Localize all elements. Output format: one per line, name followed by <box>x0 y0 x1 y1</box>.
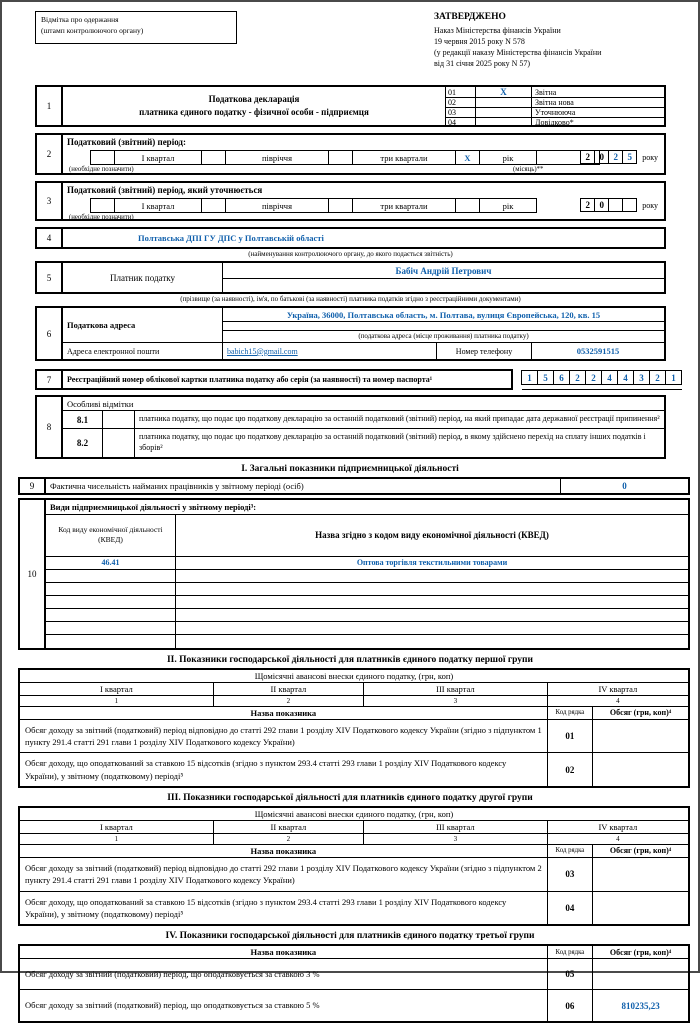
advance-payments-header: Щомісячні авансові внески єдиного податку, (грн, коп) <box>20 808 688 821</box>
type-mark-checkbox[interactable] <box>476 98 532 107</box>
quarter-number: 4 <box>616 696 620 705</box>
kved-name-value[interactable]: Оптова торгівля текстильними товарами <box>356 557 508 567</box>
year-label: рік <box>479 150 537 165</box>
digit-cell[interactable]: 2 <box>569 370 586 385</box>
report-year <box>581 150 658 164</box>
indicator-name-header: Назва показника <box>20 845 548 857</box>
digit-cell[interactable]: 2 <box>649 370 666 385</box>
quarter-header: IV квартал <box>598 821 638 832</box>
row-code: 06 <box>548 990 593 1021</box>
tax-address-caption: (податкова адреса (місце проживання) платника податку) <box>358 332 529 341</box>
row6-number: 6 <box>37 308 63 359</box>
digit-cell[interactable]: 6 <box>553 370 570 385</box>
row-code-header: Код рядка <box>548 707 593 719</box>
digit-cell[interactable]: 3 <box>633 370 650 385</box>
corrected-period-label: Податковий (звітний) період, який уточнюється <box>67 185 263 196</box>
year-checkbox[interactable]: X <box>455 150 480 165</box>
year-checkbox[interactable] <box>455 198 480 213</box>
row7-registration-number <box>35 369 698 390</box>
section2-title: ІІ. Показники господарської діяльності для платників єдиного податку першої групи <box>166 654 533 665</box>
quarter-header: ІІ квартал <box>214 821 364 833</box>
row-code: 05 <box>548 959 593 989</box>
quarter1-checkbox[interactable] <box>90 150 115 165</box>
special-mark-8-2 <box>63 429 664 457</box>
year-digit-cell[interactable]: 0 <box>594 198 609 212</box>
row9-employees-count <box>18 477 690 495</box>
type-row-dovidkovo <box>446 118 664 127</box>
year-digit-cell[interactable] <box>608 198 623 212</box>
indicator-name: Обсяг доходу за звітний (податковий) період відповідно до статті 292 глави 1 розділу XIV Податкового кодексу України (згідно з підпунктом 1 пункту 291.4 статті 291 глави 1 розділу XIV Податкового кодексу України) <box>20 720 548 753</box>
amount-header: Обсяг (грн, коп)⁴ <box>609 708 672 718</box>
digit-cell[interactable]: 1 <box>665 370 682 385</box>
type-code: 04 <box>446 118 476 127</box>
type-label: Звітна нова <box>535 98 574 108</box>
phone-label: Номер телефону <box>436 343 532 359</box>
corrected-period-options <box>91 198 664 213</box>
taxpayer-name-value[interactable]: Бабіч Андрій Петрович <box>223 263 664 279</box>
quarter-header: І квартал <box>20 821 214 833</box>
row7-number: 7 <box>37 371 63 388</box>
indicator-name: Обсяг доходу, що оподаткований за ставкою 15 відсотків (згідно з пунктом 293.4 статті 293 глави 1 розділу XIV Податкового кодексу України), у звітному (податковому) періоді⁵ <box>20 892 548 925</box>
digit-cell[interactable]: 1 <box>521 370 538 385</box>
year-digit-cell[interactable]: 2 <box>580 198 595 212</box>
section4-title: IV. Показники господарської діяльності для платників єдиного податку третьої групи <box>165 931 535 942</box>
kved-table <box>46 515 688 648</box>
type-code: 01 <box>446 87 476 97</box>
indicator-name: Обсяг доходу за звітний (податковий) період, що оподатковується за ставкою 5 % <box>20 990 548 1021</box>
declaration-title <box>63 87 446 125</box>
activity-types-label: Види підприємницької діяльності у звітному періоді³: <box>46 500 688 515</box>
tax-address-value[interactable]: Україна, 36000, Полтавська область, м. Полтава, вулиця Європейська, 120, кв. 15 <box>223 308 664 322</box>
employees-count-label: Фактична чисельність найманих працівників у звітному періоді (осіб) <box>50 480 304 491</box>
kved-code-cell[interactable] <box>46 609 176 621</box>
row4-number: 4 <box>37 229 63 247</box>
kved-empty-row <box>46 596 688 609</box>
row2-number: 2 <box>37 135 63 173</box>
type-row-zvitna <box>446 87 664 98</box>
quarters-header-row <box>20 683 688 696</box>
row3-corrected-period <box>35 181 666 221</box>
quarter-number: 2 <box>214 834 364 844</box>
special-mark-8-1 <box>63 411 664 429</box>
taxpayer-caption: (прізвище (за наявності), ім'я, по батькові (за наявності) платника податків згідно з реєстраційними документами) <box>180 295 521 304</box>
mark-code: 8.2 <box>63 429 103 457</box>
quarters-header-row <box>20 821 688 834</box>
type-mark-checkbox[interactable]: X <box>476 87 532 97</box>
mark-checkbox[interactable] <box>103 411 135 428</box>
year-digit-cell[interactable]: 5 <box>622 150 637 164</box>
amount-cell[interactable] <box>593 858 688 891</box>
kved-code-cell[interactable] <box>46 635 176 648</box>
tax-address-label: Податкова адреса <box>63 308 223 342</box>
controlling-authority-value[interactable]: Полтавська ДПІ ГУ ДПС у Полтавській області <box>138 233 324 244</box>
row-code: 02 <box>548 753 593 786</box>
type-label: Уточнююча <box>535 108 576 118</box>
section3-table <box>18 806 690 926</box>
kved-code-value[interactable]: 46.41 <box>46 557 176 569</box>
row8-special-marks <box>35 395 666 458</box>
kved-code-cell[interactable] <box>46 596 176 608</box>
corrected-year <box>581 198 658 212</box>
quarters-number-row <box>20 834 688 845</box>
kved-name-cell[interactable] <box>176 596 688 608</box>
quarter-number: 1 <box>20 834 214 844</box>
indicator-row-05 <box>20 959 688 990</box>
section4-table <box>18 944 690 1023</box>
stamp-line1: Відмітка про одержання <box>41 15 119 24</box>
kved-name-cell[interactable] <box>176 622 688 634</box>
row6-tax-address <box>35 306 666 361</box>
quarter-header: ІІІ квартал <box>364 683 548 695</box>
amount-cell[interactable]: 810235,23 <box>621 1000 660 1011</box>
row-code: 03 <box>548 858 593 891</box>
indicator-header-row <box>20 946 688 959</box>
mark-code: 8.1 <box>63 411 103 428</box>
receipt-stamp-box <box>35 11 237 44</box>
quarter-number: 2 <box>214 696 364 706</box>
row8-number: 8 <box>37 397 63 456</box>
kved-name-cell[interactable] <box>176 609 688 621</box>
halfyear-label: півріччя <box>225 150 329 165</box>
digit-cell[interactable]: 4 <box>617 370 634 385</box>
authority-caption: (найменування контролюючого органу, до якого подається звітність) <box>248 250 453 259</box>
approved-line1: Наказ Міністерства фінансів України <box>434 26 561 36</box>
indicator-row-03 <box>20 858 688 892</box>
kved-code-cell[interactable] <box>46 583 176 595</box>
mark-text: платника податку, що подає цю податкову декларацію за останній податковий (звітний) період, на який припадає дата державної реєстрації припинення² <box>139 414 660 424</box>
digits-underline <box>522 389 682 390</box>
kved-code-cell[interactable] <box>46 622 176 634</box>
corrected-period-notes <box>63 213 664 224</box>
approved-line2: 19 червня 2015 року N 578 <box>434 37 525 47</box>
indicator-row-06 <box>20 990 688 1021</box>
row-code: 01 <box>548 720 593 753</box>
approved-block <box>434 11 670 69</box>
type-code: 02 <box>446 98 476 107</box>
row10-activity-types <box>18 498 690 650</box>
advance-payments-header: Щомісячні авансові внески єдиного податку, (грн, коп) <box>20 670 688 683</box>
amount-header: Обсяг (грн, коп)⁴ <box>609 947 672 957</box>
kved-empty-row <box>46 570 688 583</box>
row5-taxpayer <box>35 261 666 294</box>
section2-table <box>18 668 690 788</box>
tax-address-line2[interactable] <box>223 322 664 331</box>
type-row-utochniuiucha <box>446 108 664 118</box>
indicator-name: Обсяг доходу, що оподаткований за ставкою 15 відсотків (згідно з пунктом 293.4 статті 293 глави 1 розділу XIV Податкового кодексу України), у звітному (податковому) періоді⁵ <box>20 753 548 786</box>
mark-required-note: (необхідне позначити) <box>69 166 134 174</box>
kved-empty-row <box>46 583 688 596</box>
quarter-header: І квартал <box>20 683 214 695</box>
kved-empty-row <box>46 635 688 648</box>
row-code-header: Код рядка <box>548 946 593 958</box>
quarter-header: IV квартал <box>598 683 638 694</box>
indicator-header-row <box>20 845 688 858</box>
month-note: (місяць)** <box>513 166 544 174</box>
amount-header: Обсяг (грн, коп)⁴ <box>609 846 672 856</box>
top-bar <box>35 11 670 69</box>
indicator-row-02 <box>20 753 688 786</box>
quarter-number: 1 <box>20 696 214 706</box>
kved-code-header: Код виду економічної діяльності (КВЕД) <box>46 515 176 556</box>
year-digit-cell[interactable] <box>622 198 637 212</box>
digit-cell[interactable]: 5 <box>537 370 554 385</box>
taxpayer-label: Платник податку <box>63 263 223 292</box>
kved-row <box>46 557 688 570</box>
three-quarters-checkbox[interactable] <box>328 150 353 165</box>
kved-name-cell[interactable] <box>176 570 688 582</box>
stamp-line2: (штамп контролюючого органу) <box>41 25 144 35</box>
digit-cell[interactable]: 2 <box>585 370 602 385</box>
year-suffix: року <box>642 200 658 210</box>
amount-cell[interactable] <box>593 753 688 786</box>
year-digit-cell[interactable]: 2 <box>580 150 595 164</box>
row1-declaration-title <box>35 85 666 127</box>
indicator-row-04 <box>20 892 688 925</box>
mark-required-note: (необхідне позначити) <box>69 214 134 222</box>
row4-controlling-authority <box>35 227 666 249</box>
kved-name-cell[interactable] <box>176 583 688 595</box>
quarter1-label: І квартал <box>114 198 202 213</box>
section1-title: І. Загальні показники підприємницької діяльності <box>241 463 459 474</box>
mark-text: платника податку, що подає цю податкову декларацію за останній податковий (звітний) період, в якому здійснено перехід на сплату інших податків і зборів² <box>139 432 646 452</box>
type-row-zvitna-nova <box>446 98 664 108</box>
email-value[interactable]: babich15@gmail.com <box>227 346 298 356</box>
phone-value[interactable]: 0532591515 <box>576 346 620 357</box>
quarter1-checkbox[interactable] <box>90 198 115 213</box>
section3-title: ІІІ. Показники господарської діяльності для платників єдиного податку другої групи <box>167 792 533 803</box>
year-suffix: року <box>642 152 658 162</box>
indicator-name: Обсяг доходу за звітний (податковий) період відповідно до статті 292 глави 1 розділу XIV Податкового кодексу України (згідно з підпунктом 2 пункту 291.4 статті 291 глави 1 розділу XIV Податкового кодексу України) <box>20 858 548 891</box>
special-marks-label: Особливі відмітки <box>63 397 664 411</box>
quarter-number: 3 <box>364 834 548 844</box>
row9-number: 9 <box>20 479 46 493</box>
halfyear-checkbox[interactable] <box>201 150 226 165</box>
type-code: 03 <box>446 108 476 117</box>
employees-count-value[interactable]: 0 <box>560 479 688 493</box>
quarter1-label: І квартал <box>114 150 202 165</box>
three-quarters-label: три квартали <box>352 198 456 213</box>
taxpayer-name-line2[interactable] <box>223 279 664 292</box>
row3-number: 3 <box>37 183 63 219</box>
quarter-number: 4 <box>616 834 620 843</box>
registration-number-label: Реєстраційний номер облікової картки платника податку або серія (за наявності) та номер паспорта¹ <box>67 374 433 384</box>
row5-number: 5 <box>37 263 63 292</box>
kved-empty-row <box>46 622 688 635</box>
email-label: Адреса електронної пошти <box>63 343 223 359</box>
quarter-header: ІІ квартал <box>214 683 364 695</box>
kved-name-header: Назва згідно з кодом виду економічної діяльності (КВЕД) <box>315 530 549 541</box>
declaration-type-table <box>446 87 664 128</box>
amount-cell[interactable] <box>593 720 688 753</box>
indicator-name-header: Назва показника <box>20 946 548 958</box>
approved-line4: від 31 січня 2025 року N 57) <box>434 59 531 69</box>
indicator-row-01 <box>20 720 688 754</box>
type-mark-checkbox[interactable] <box>476 108 532 117</box>
approved-title: ЗАТВЕРДЖЕНО <box>434 12 506 22</box>
row1-number: 1 <box>37 87 63 125</box>
quarters-number-row <box>20 696 688 707</box>
type-label: Звітна <box>535 87 557 97</box>
indicator-name-header: Назва показника <box>20 707 548 719</box>
row2-reporting-period <box>35 133 666 175</box>
row-code: 04 <box>548 892 593 925</box>
indicator-name: Обсяг доходу за звітний (податковий) період, що оподатковується за ставкою 3 % <box>20 959 548 989</box>
quarter-number: 3 <box>364 696 548 706</box>
registration-number-digits <box>522 369 682 390</box>
three-quarters-label: три квартали <box>352 150 456 165</box>
approved-line3: (у редакції наказу Міністерства фінансів України <box>434 48 602 58</box>
indicator-header-row <box>20 707 688 720</box>
halfyear-checkbox[interactable] <box>201 198 226 213</box>
type-label: Довідково* <box>535 118 574 128</box>
type-mark-checkbox[interactable] <box>476 118 532 127</box>
halfyear-label: півріччя <box>225 198 329 213</box>
digit-cell[interactable]: 4 <box>601 370 618 385</box>
row-code-header: Код рядка <box>548 845 593 857</box>
kved-empty-row <box>46 609 688 622</box>
year-label: рік <box>479 198 537 213</box>
mark-checkbox[interactable] <box>103 429 135 457</box>
period-notes <box>63 165 664 176</box>
three-quarters-checkbox[interactable] <box>328 198 353 213</box>
year-digit-cell[interactable]: 0 <box>594 150 609 164</box>
period-options <box>91 150 664 165</box>
reporting-period-label: Податковий (звітний) період: <box>67 137 186 148</box>
kved-name-cell[interactable] <box>176 635 688 648</box>
year-digit-cell[interactable]: 2 <box>608 150 623 164</box>
declaration-title-line1: Податкова декларація <box>208 93 300 104</box>
amount-cell[interactable] <box>593 959 688 989</box>
declaration-title-line2: платника єдиного податку - фізичної особи - підприємця <box>139 107 369 118</box>
row10-number: 10 <box>20 500 46 648</box>
kved-code-cell[interactable] <box>46 570 176 582</box>
quarter-header: ІІІ квартал <box>364 821 548 833</box>
amount-cell[interactable] <box>593 892 688 925</box>
